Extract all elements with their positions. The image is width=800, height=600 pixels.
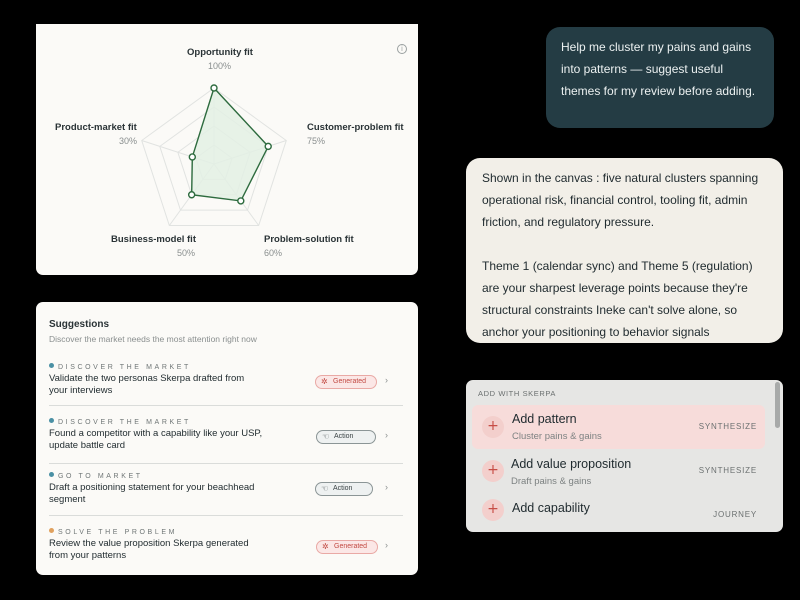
chevron-right-icon[interactable]: › [385,375,388,385]
menu-item-tag: SYNTHESIZE [698,422,757,431]
suggestions-subtitle: Discover the market needs the most attention right now [49,334,257,344]
radar-data-point [189,154,195,160]
suggestion-category [49,418,191,426]
suggestions-card [36,302,418,575]
menu-scrollbar[interactable] [775,382,780,428]
suggestion-category-label: GO TO MARKET [58,473,143,480]
suggestion-item[interactable] [49,528,403,566]
suggestion-text: Draft a positioning statement for your beachhead segment [49,482,255,505]
axis-value-opportunity-fit: 100% [208,61,232,71]
assistant-paragraph: Theme 1 (calendar sync) and Theme 5 (regulation) are your sharpest leverage points because they're structural constraints Ineke can't solve alone, so anchor your positioning to behavior signals [482,259,753,339]
hand-icon: ☜ [322,432,330,441]
axis-value-business-model-fit: 50% [177,248,196,258]
badge-label: Action [333,485,353,492]
divider [49,405,403,406]
radar-data-point [238,198,244,204]
menu-item-label: Add pattern [512,412,577,426]
chevron-right-icon[interactable]: › [385,482,388,492]
generated-badge [316,540,378,554]
sparkle-icon: ✲ [321,377,328,386]
radar-data-point [265,143,271,149]
axis-value-customer-problem-fit: 75% [307,136,326,146]
category-dot [49,363,54,368]
radar-data-point [211,85,217,91]
suggestion-category-label: DISCOVER THE MARKET [58,364,191,371]
assistant-paragraph: Shown in the canvas : five natural clusters spanning operational risk, financial control, tooling fit, admin friction, and regulatory pressure. [482,171,759,229]
axis-label-product-market-fit: Product-market fit [55,122,137,133]
suggestion-text: Found a competitor with a capability like your USP, update battle card [49,428,263,451]
axis-label-opportunity-fit: Opportunity fit [187,47,253,58]
chevron-right-icon[interactable]: › [385,540,388,550]
hand-icon: ☜ [321,484,329,493]
suggestion-item[interactable] [49,418,403,456]
chevron-right-icon[interactable]: › [385,430,388,440]
fit-radar-card [36,24,418,275]
category-dot [49,418,54,423]
suggestion-category-label: DISCOVER THE MARKET [58,419,191,426]
suggestion-category [49,363,191,371]
axis-label-problem-solution-fit: Problem-solution fit [264,234,354,245]
suggestion-text: Validate the two personas Skerpa drafted from your interviews [49,373,245,396]
category-dot [49,472,54,477]
menu-item-add-pattern[interactable] [472,405,765,449]
menu-item-tag: JOURNEY [713,510,757,519]
menu-item-tag: SYNTHESIZE [698,466,757,475]
badge-label: Generated [334,543,368,550]
suggestion-category-label: SOLVE THE PROBLEM [58,529,178,536]
assistant-message-bubble [466,158,783,343]
user-message-bubble: Help me cluster my pains and gains into patterns — suggest useful themes for my review before adding. [546,27,774,128]
suggestion-item[interactable] [49,472,403,510]
badge-label: Generated [333,378,367,385]
axis-value-product-market-fit: 30% [119,136,138,146]
plus-icon: + [482,499,504,521]
menu-header: ADD WITH SKERPA [478,389,557,398]
axis-label-customer-problem-fit: Customer-problem fit [307,122,404,133]
radar-data-point [189,192,195,198]
plus-icon: + [482,460,504,482]
suggestion-category [49,472,143,480]
add-with-skerpa-menu [466,380,783,532]
axis-value-problem-solution-fit: 60% [264,248,283,258]
divider [49,463,403,464]
axis-label-business-model-fit: Business-model fit [111,234,196,245]
radar-data-area [192,88,269,201]
generated-badge [315,375,377,389]
badge-label: Action [334,433,354,440]
menu-item-desc: Cluster pains & gains [512,431,602,442]
menu-item-label: Add capability [512,501,590,515]
menu-item-label: Add value proposition [511,457,632,471]
plus-icon: + [482,416,504,438]
action-badge [315,482,373,496]
divider [49,515,403,516]
menu-item-desc: Draft pains & gains [511,476,592,487]
action-badge [316,430,376,444]
sparkle-icon: ✲ [322,542,329,551]
suggestion-category [49,528,177,536]
info-icon[interactable]: i [397,44,407,54]
category-dot [49,528,54,533]
menu-item-add-capability[interactable] [472,494,765,532]
menu-item-add-value-proposition[interactable] [472,450,765,494]
suggestions-title: Suggestions [49,319,110,330]
suggestion-text: Review the value proposition Skerpa generated from your patterns [49,538,249,561]
suggestion-item[interactable] [49,363,403,401]
